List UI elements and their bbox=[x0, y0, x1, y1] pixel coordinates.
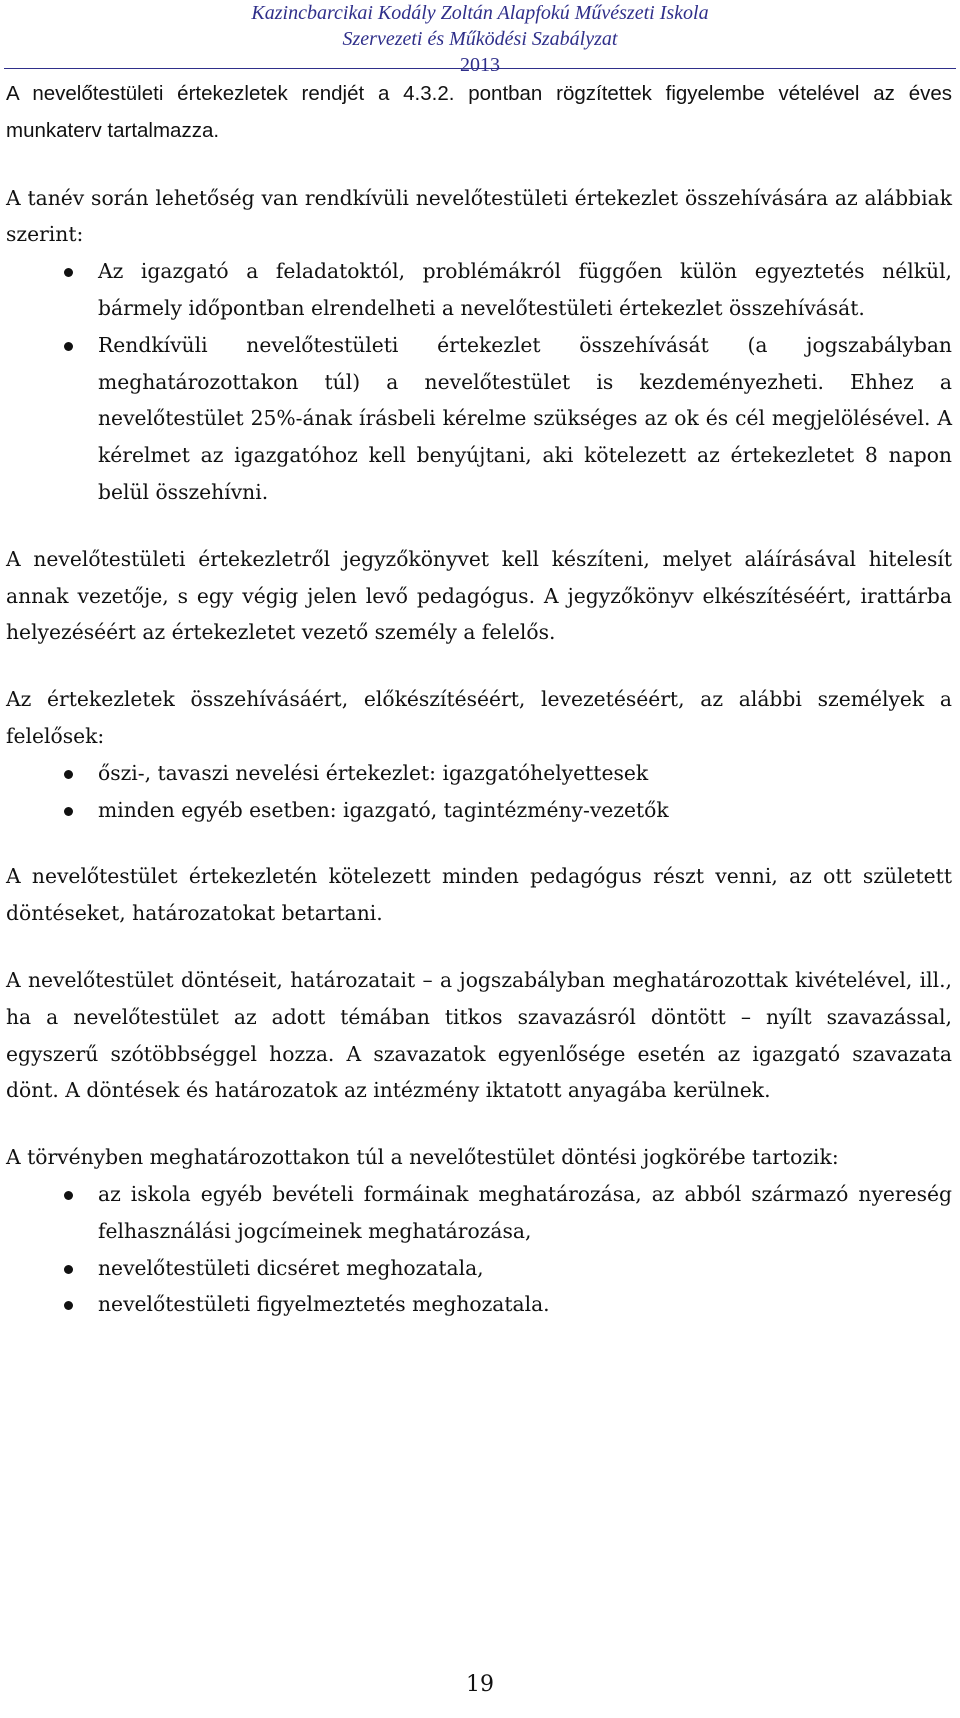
bullet-icon bbox=[64, 342, 73, 351]
list-item: az iskola egyéb bevételi formáinak meghatározása, az abból származó nyereség felhasználási jogcímeinek meghatározása, bbox=[6, 1176, 952, 1250]
page-header bbox=[0, 0, 960, 78]
list-item: Az igazgató a feladatoktól, problémákról függően külön egyeztetés nélkül, bármely időpontban elrendelheti a nevelőtestületi értekezlet összehívását. bbox=[6, 253, 952, 327]
bullet-icon bbox=[64, 1265, 73, 1274]
header-divider bbox=[4, 68, 956, 69]
decisions-paragraph: A nevelőtestület döntéseit, határozatait – a jogszabályban meghatározottak kivételével, ill., ha a nevelőtestület az adott témában titkos szavazásról döntött – nyílt szavazással, egyszerű szótöbbséggel hozza. A szavazatok egyenlősége esetén az igazgató szavazata dönt. A döntések és határozatok az intézmény iktatott anyagába kerülnek. bbox=[6, 967, 952, 1103]
list-item: őszi-, tavaszi nevelési értekezlet: igazgatóhelyettesek bbox=[6, 755, 952, 792]
competence-list bbox=[6, 1176, 952, 1323]
header-year: 2013 bbox=[460, 54, 500, 76]
bullet-icon bbox=[64, 807, 73, 816]
list-item: minden egyéb esetben: igazgató, tagintézmény-vezetők bbox=[6, 792, 952, 829]
minutes-paragraph: A nevelőtestületi értekezletről jegyzőkönyvet kell készíteni, melyet aláírásával hitelesít annak vezetője, s egy végig jelen levő pedagógus. A jegyzőkönyv elkészítéséért, irattárba helyezéséért az értekezletet vezető személy a felelős. bbox=[6, 546, 952, 645]
page-number: 19 bbox=[466, 1672, 494, 1697]
list-item: Rendkívüli nevelőtestületi értekezlet összehívását (a jogszabályban meghatározottakon túl) a nevelőtestület is kezdeményezheti. Ehhez a nevelőtestület 25%-ának írásbeli kérelme szükséges az ok és cél megjelölésével. A kérelmet az igazgatóhoz kell benyújtani, aki kötelezett az értekezletet 8 napon belül összehívni. bbox=[6, 327, 952, 511]
bullet-icon bbox=[64, 1191, 73, 1200]
attendance-paragraph: A nevelőtestület értekezletén kötelezett minden pedagógus részt venni, az ott született döntéseket, határozatokat betartani. bbox=[6, 864, 952, 926]
extraordinary-meeting-lead: A tanév során lehetőség van rendkívüli nevelőtestületi értekezlet összehívására az alábbiak szerint: bbox=[6, 185, 952, 247]
bullet-icon bbox=[64, 1301, 73, 1310]
responsible-persons-list bbox=[6, 755, 952, 829]
intro-paragraph: A nevelőtestületi értekezletek rendjét a 4.3.2. pontban rögzítettek figyelembe vételével az éves munkaterv tartalmazza. bbox=[6, 82, 952, 142]
header-school-name: Kazincbarcikai Kodály Zoltán Alapfokú Művészeti Iskola bbox=[251, 2, 709, 24]
competence-lead: A törvényben meghatározottakon túl a nevelőtestület döntési jogkörébe tartozik: bbox=[6, 1145, 839, 1170]
responsible-persons-lead: Az értekezletek összehívásáért, előkészítéséért, levezetéséért, az alábbi személyek a felelősek: bbox=[6, 687, 952, 748]
document-body bbox=[6, 76, 952, 1353]
extraordinary-meeting-list bbox=[6, 253, 952, 511]
bullet-icon bbox=[64, 268, 73, 277]
list-item: nevelőtestületi figyelmeztetés meghozatala. bbox=[6, 1286, 952, 1323]
bullet-icon bbox=[64, 770, 73, 779]
header-document-title: Szervezeti és Működési Szabályzat bbox=[342, 28, 618, 50]
list-item: nevelőtestületi dicséret meghozatala, bbox=[6, 1250, 952, 1287]
